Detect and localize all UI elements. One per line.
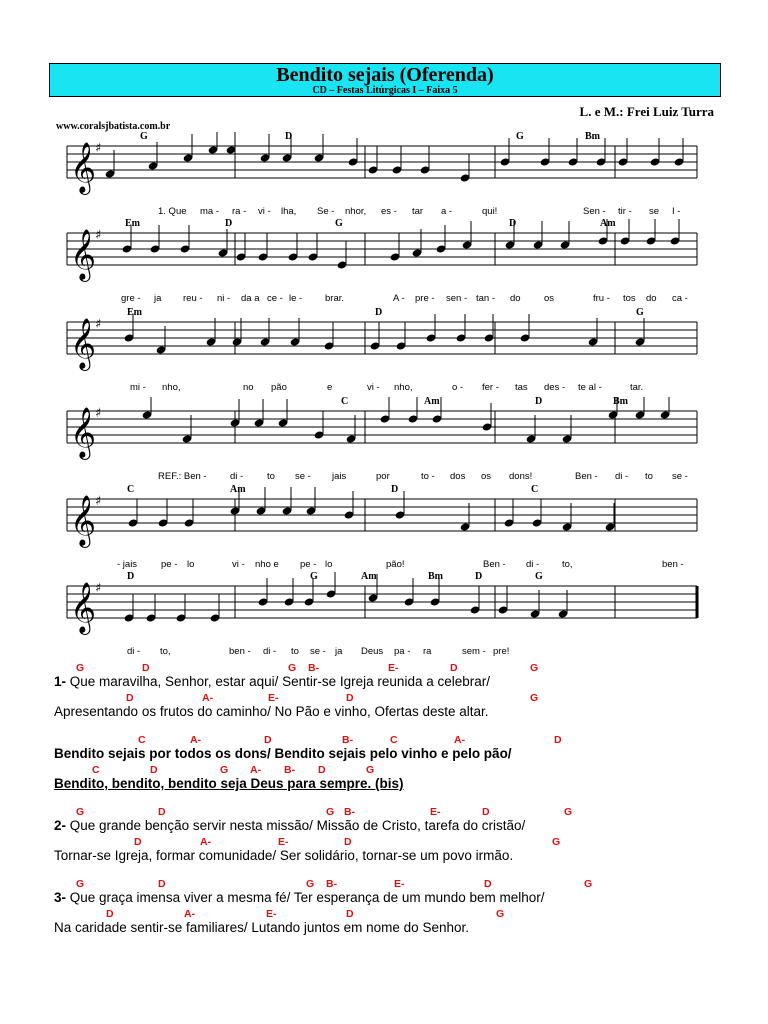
lyric-syllable: 1. Que: [158, 206, 187, 217]
chord-label: A-: [200, 836, 212, 848]
chord-label: E-: [430, 806, 441, 818]
staff-notation-drawing: [55, 572, 723, 646]
chord-label: A-: [454, 734, 466, 746]
music-staff-4: [55, 397, 723, 487]
verse-line: Tornar-se Igreja, formar comunidade/ Ser solidário, tornar-se um povo irmão.: [54, 848, 514, 863]
chord-symbol: Am: [600, 219, 616, 229]
chord-label: D: [142, 662, 150, 674]
chord-label: G: [76, 806, 85, 818]
lyric-syllable: jais: [332, 471, 347, 482]
lyric-syllable: os: [481, 471, 492, 482]
verse-line: Apresentando os frutos do caminho/ No Pão e vinho, Ofertas deste altar.: [54, 704, 489, 719]
chord-label: D: [134, 836, 142, 848]
chord-symbol: Am: [230, 485, 246, 495]
author-credit: L. e M.: Frei Luiz Turra: [579, 104, 714, 119]
lyric-syllable: di -: [526, 559, 540, 570]
verse-number: 2-: [54, 818, 67, 833]
lyric-syllable: tar: [412, 206, 424, 217]
chord-label: G: [306, 878, 315, 890]
lyrics-section: [54, 660, 734, 936]
chord-label: C: [92, 764, 100, 776]
music-staff-5: [55, 485, 723, 575]
refrain-line: Bendito, bendito, bendito seja Deus para sempre. (bis): [54, 776, 404, 791]
lyric-syllable: fru -: [593, 293, 610, 304]
lyric-syllable: lha,: [281, 206, 297, 217]
website-url: www.coralsjbatista.com.br: [56, 121, 171, 132]
chord-label: D: [484, 878, 492, 890]
lyric-syllable: lo: [187, 559, 195, 570]
lyric-syllable: vi -: [367, 382, 380, 393]
lyric-syllable: A -: [393, 293, 405, 304]
chord-symbol: Bm: [585, 132, 600, 142]
chord-symbol: C: [531, 485, 539, 495]
chord-label: G: [552, 836, 561, 848]
chord-label: B-: [308, 662, 320, 674]
lyric-syllable: dos: [450, 471, 466, 482]
chord-symbol: Em: [127, 308, 142, 318]
lyric-syllable: di -: [615, 471, 629, 482]
chord-label: E-: [268, 692, 279, 704]
treble-clef-icon: 𝄞: [70, 229, 97, 280]
key-sharp-icon: ♯: [95, 406, 102, 421]
chord-label: C: [138, 734, 146, 746]
chord-label: D: [158, 878, 166, 890]
chord-symbol: Am: [361, 572, 377, 582]
lyric-syllable: sem -: [462, 646, 486, 657]
lyric-syllable: tan -: [476, 293, 496, 304]
lyric-syllable: ce -: [267, 293, 283, 304]
lyric-syllable: ja: [335, 646, 343, 657]
treble-clef-icon: 𝄞: [70, 142, 97, 193]
title-banner: [49, 63, 721, 97]
chord-label: E-: [266, 908, 277, 920]
chord-line: [54, 906, 734, 920]
chord-label: B-: [344, 806, 356, 818]
chord-label: A-: [184, 908, 196, 920]
lyric-syllable: nho,: [394, 382, 413, 393]
lyric-syllable: e: [327, 382, 333, 393]
chord-label: G: [220, 764, 229, 776]
song-title: Bendito sejais (Oferenda): [276, 64, 494, 86]
lyric-syllable: ma -: [200, 206, 219, 217]
lyric-syllable: ja: [154, 293, 162, 304]
chord-label: D: [158, 806, 166, 818]
chord-symbol: G: [636, 308, 644, 318]
chord-label: G: [76, 878, 85, 890]
chord-symbol: D: [475, 572, 483, 582]
music-staff-6: [55, 572, 723, 662]
lyric-syllable: dons!: [509, 471, 533, 482]
lyric-syllable: ra -: [232, 206, 247, 217]
staff-notation-drawing: [55, 308, 723, 382]
lyric-syllable: to: [291, 646, 299, 657]
lyric-syllable: a -: [441, 206, 453, 217]
chord-label: G: [530, 662, 539, 674]
key-sharp-icon: ♯: [95, 141, 102, 156]
key-sharp-icon: ♯: [95, 228, 102, 243]
lyric-syllable: Se -: [317, 206, 335, 217]
chord-label: G: [76, 662, 85, 674]
verse-number: 1-: [54, 674, 67, 689]
lyric-syllable: Ben -: [483, 559, 506, 570]
chord-symbol: D: [509, 219, 517, 229]
lyric-syllable: se -: [295, 471, 311, 482]
chord-label: G: [366, 764, 375, 776]
lyric-syllable: pa -: [394, 646, 411, 657]
lyric-syllable: vi -: [258, 206, 271, 217]
chord-symbol: D: [535, 397, 543, 407]
chord-symbol: G: [535, 572, 543, 582]
chord-label: D: [126, 692, 134, 704]
chord-label: G: [326, 806, 335, 818]
lyric-syllable: to: [267, 471, 275, 482]
chord-label: E-: [394, 878, 405, 890]
music-staff-3: [55, 308, 723, 398]
lyric-syllable: nho,: [162, 382, 181, 393]
chord-symbol: D: [225, 219, 233, 229]
lyric-syllable: vi -: [232, 559, 245, 570]
lyric-syllable: do: [646, 293, 657, 304]
chord-label: D: [554, 734, 562, 746]
key-sharp-icon: ♯: [95, 317, 102, 332]
lyric-syllable: ca -: [672, 293, 688, 304]
chord-label: A-: [202, 692, 214, 704]
lyric-syllable: se -: [310, 646, 326, 657]
lyric-syllable: ben -: [662, 559, 684, 570]
chord-label: G: [288, 662, 297, 674]
lyric-syllable: tas: [515, 382, 528, 393]
chord-label: G: [530, 692, 539, 704]
lyric-syllable: qui!: [482, 206, 498, 217]
lyric-syllable: to,: [160, 646, 171, 657]
lyric-syllable: reu -: [183, 293, 203, 304]
treble-clef-icon: 𝄞: [70, 318, 97, 369]
chord-label: D: [346, 908, 354, 920]
lyric-syllable: no: [243, 382, 254, 393]
lyric-syllable: tir -: [618, 206, 632, 217]
verse-line: [54, 674, 734, 690]
lyric-syllable: ni -: [217, 293, 231, 304]
chord-label: E-: [388, 662, 399, 674]
lyric-syllable: pre -: [415, 293, 435, 304]
chord-line: [54, 762, 734, 776]
chord-symbol: D: [391, 485, 399, 495]
lyric-syllable: di -: [263, 646, 277, 657]
verse-line: [54, 890, 734, 906]
lyric-syllable: Deus: [361, 646, 384, 657]
treble-clef-icon: 𝄞: [70, 407, 97, 458]
chord-symbol: G: [516, 132, 524, 142]
treble-clef-icon: 𝄞: [70, 582, 97, 633]
verse-number: 3-: [54, 890, 67, 905]
lyric-syllable: ben -: [229, 646, 251, 657]
chord-symbol: C: [341, 397, 349, 407]
verse-text: Que maravilha, Senhor, estar aqui/ Sentir-se Igreja reunida a celebrar/: [66, 674, 490, 689]
lyric-syllable: - jais: [117, 559, 138, 570]
lyric-syllable: Sen -: [583, 206, 606, 217]
chord-symbol: Am: [424, 397, 440, 407]
chord-symbol: D: [127, 572, 135, 582]
lyric-syllable: ra: [423, 646, 432, 657]
chord-line: [54, 804, 734, 818]
chord-label: B-: [326, 878, 338, 890]
lyric-syllable: to -: [421, 471, 435, 482]
chord-label: D: [318, 764, 326, 776]
lyric-syllable: se -: [672, 471, 688, 482]
song-subtitle: CD – Festas Litúrgicas I – Faixa 5: [312, 85, 458, 96]
lyric-syllable: to,: [562, 559, 573, 570]
lyric-syllable: sen -: [446, 293, 468, 304]
chord-symbol: Bm: [428, 572, 443, 582]
chord-label: D: [450, 662, 458, 674]
chord-symbol: D: [375, 308, 383, 318]
lyric-syllable: por: [376, 471, 390, 482]
chord-symbol: G: [310, 572, 318, 582]
lyric-syllable: des -: [544, 382, 566, 393]
lyric-syllable: pre!: [493, 646, 510, 657]
verse-text: Que graça imensa viver a mesma fé/ Ter esperança de um mundo bem melhor/: [66, 890, 545, 905]
chord-label: B-: [342, 734, 354, 746]
chord-line: [54, 876, 734, 890]
lyric-syllable: fer -: [482, 382, 499, 393]
lyric-syllable: tar.: [630, 382, 644, 393]
chord-label: D: [346, 692, 354, 704]
lyric-syllable: tos: [623, 293, 636, 304]
chord-symbol: G: [140, 132, 148, 142]
chord-label: D: [344, 836, 352, 848]
chord-label: D: [106, 908, 114, 920]
lyric-syllable: te al -: [578, 382, 602, 393]
lyric-syllable: di -: [127, 646, 141, 657]
lyric-syllable: to: [645, 471, 653, 482]
lyric-syllable: se: [649, 206, 660, 217]
refrain-line: Bendito sejais por todos os dons/ Bendito sejais pelo vinho e pelo pão/: [54, 746, 512, 761]
chord-label: D: [150, 764, 158, 776]
lyric-syllable: le -: [289, 293, 303, 304]
chord-symbol: Em: [125, 219, 140, 229]
staff-notation-drawing: [55, 132, 723, 206]
lyric-syllable: di -: [230, 471, 244, 482]
chord-label: A-: [250, 764, 262, 776]
lyric-syllable: I -: [672, 206, 681, 217]
lyric-syllable: da a: [241, 293, 260, 304]
chord-symbol: C: [127, 485, 135, 495]
lyric-syllable: mi -: [130, 382, 146, 393]
chord-label: D: [482, 806, 490, 818]
chord-label: A-: [190, 734, 202, 746]
chord-line: [54, 834, 734, 848]
chord-label: G: [584, 878, 593, 890]
lyric-syllable: pão: [271, 382, 287, 393]
chord-label: B-: [284, 764, 296, 776]
chord-line: [54, 732, 734, 746]
chord-label: C: [390, 734, 398, 746]
lyric-syllable: REF.: Ben -: [158, 471, 207, 482]
chord-line: [54, 690, 734, 704]
verse-text: Que grande benção servir nesta missão/ Missão de Cristo, tarefa do cristão/: [66, 818, 526, 833]
lyric-syllable: o -: [452, 382, 464, 393]
chord-label: E-: [278, 836, 289, 848]
verse-line: Na caridade sentir-se familiares/ Lutando juntos em nome do Senhor.: [54, 920, 469, 935]
music-staff-1: [55, 132, 723, 222]
chord-symbol: D: [285, 132, 293, 142]
lyric-syllable: gre -: [121, 293, 141, 304]
music-staff-2: [55, 219, 723, 309]
chord-symbol: Bm: [613, 397, 628, 407]
lyric-syllable: Ben -: [575, 471, 598, 482]
chord-line: [54, 660, 734, 674]
lyric-syllable: pe -: [161, 559, 178, 570]
lyric-syllable: lo: [325, 559, 333, 570]
staff-notation-drawing: [55, 485, 723, 559]
chord-symbol: G: [335, 219, 343, 229]
lyric-syllable: brar.: [325, 293, 345, 304]
lyric-syllable: do: [510, 293, 521, 304]
lyric-syllable: nhor,: [345, 206, 367, 217]
chord-label: D: [264, 734, 272, 746]
key-sharp-icon: ♯: [95, 494, 102, 509]
verse-line: [54, 818, 734, 834]
treble-clef-icon: 𝄞: [70, 495, 97, 546]
lyric-syllable: os: [544, 293, 555, 304]
lyric-syllable: pe -: [300, 559, 317, 570]
chord-label: G: [564, 806, 573, 818]
chord-label: G: [496, 908, 505, 920]
staff-notation-drawing: [55, 397, 723, 471]
key-sharp-icon: ♯: [95, 581, 102, 596]
lyric-syllable: nho e: [255, 559, 279, 570]
lyric-syllable: pão!: [386, 559, 405, 570]
staff-notation-drawing: [55, 219, 723, 293]
lyric-syllable: es -: [381, 206, 397, 217]
